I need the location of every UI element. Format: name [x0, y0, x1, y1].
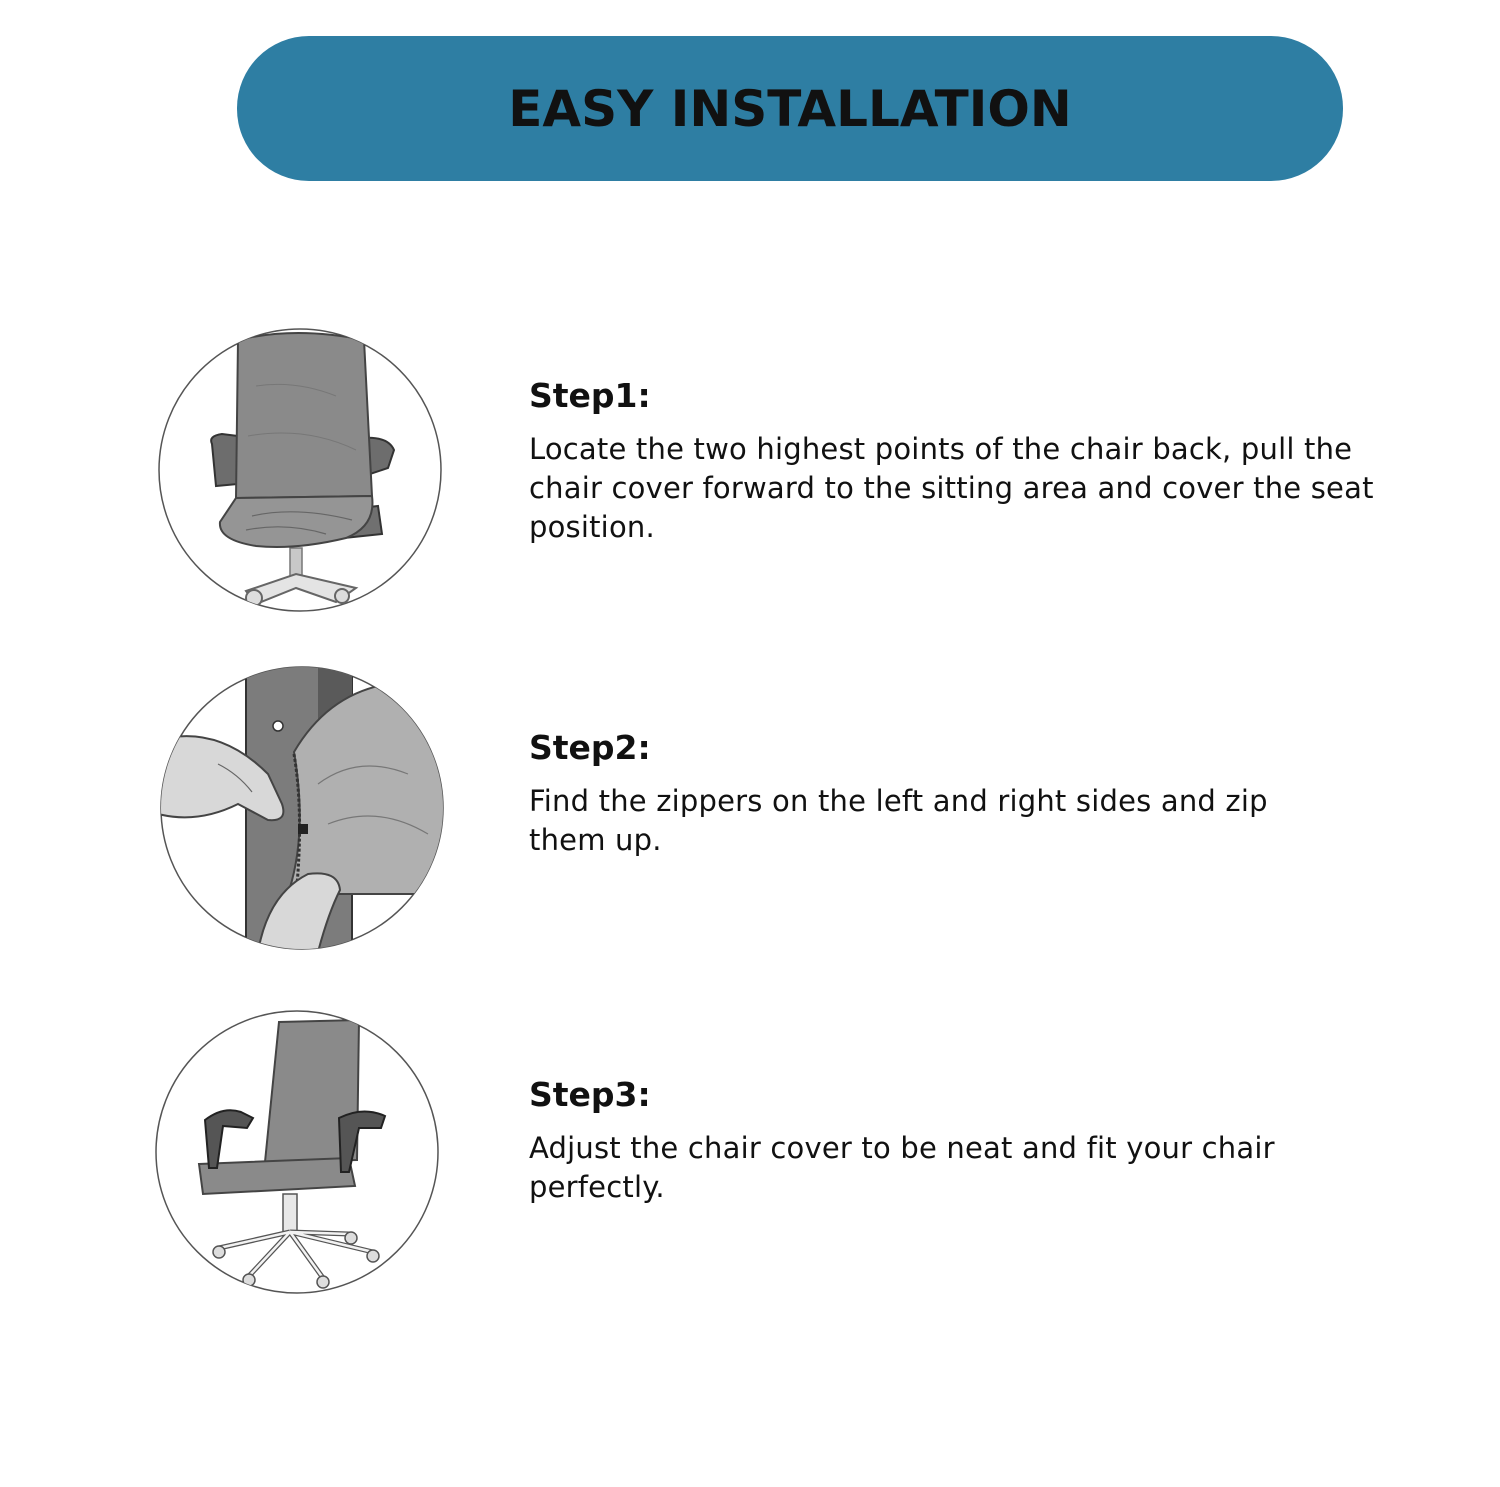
- chair-cover-pulled-over-seat-icon: [156, 326, 444, 614]
- banner-title: EASY INSTALLATION: [508, 79, 1072, 138]
- step3-title: Step3:: [529, 1075, 651, 1114]
- step1-image: [156, 326, 444, 614]
- covered-office-chair-icon: [153, 1008, 441, 1296]
- step3-image: [153, 1008, 441, 1296]
- step3-text: [529, 1075, 1429, 1207]
- step1-title: Step1:: [529, 376, 651, 415]
- step1-text: [529, 376, 1429, 547]
- step1-description: Locate the two highest points of the chair back, pull the chair cover forward to the sitting area and cover the seat position.: [529, 432, 1374, 544]
- step2-image: [158, 664, 446, 952]
- step2-description: Find the zippers on the left and right sides and zip them up.: [529, 784, 1268, 857]
- step2-title: Step2:: [529, 728, 651, 767]
- hands-zipping-cover-icon: [158, 664, 446, 952]
- title-banner: [237, 36, 1343, 181]
- step3-description: Adjust the chair cover to be neat and fit your chair perfectly.: [529, 1131, 1275, 1204]
- step2-text: [529, 728, 1429, 860]
